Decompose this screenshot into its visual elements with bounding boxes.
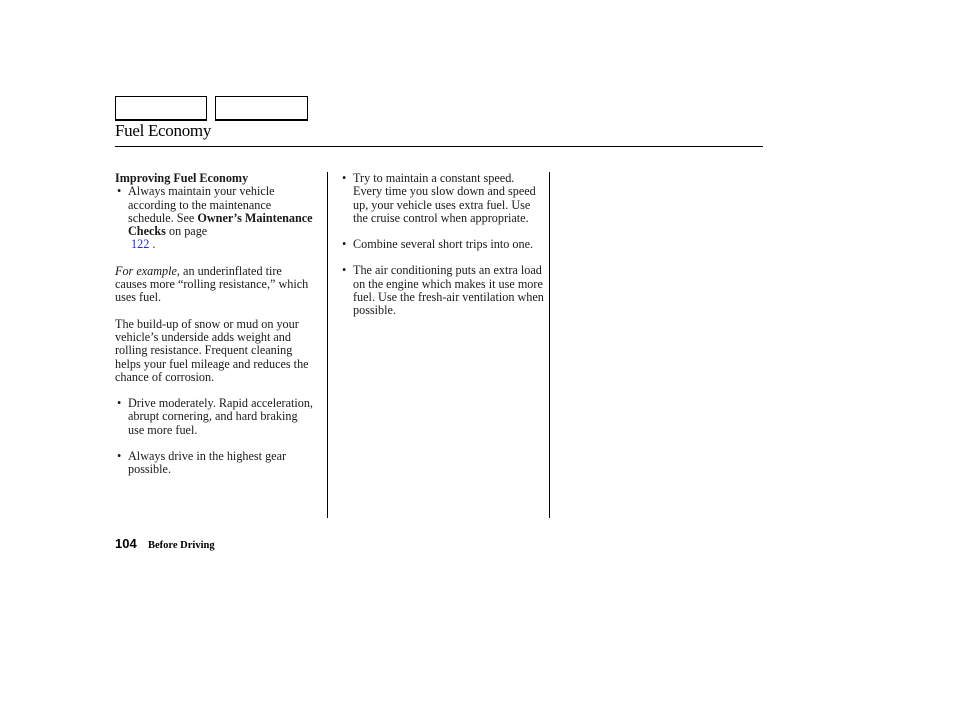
bullet-drive-moderately: [115, 397, 315, 437]
bullet-speed-text: Try to maintain a constant speed. Every time you slow down and speed up, your vehicle uses extra fuel. Use the cruise control when appropriate.: [353, 171, 536, 225]
column-divider: [549, 172, 550, 518]
title-divider: [115, 146, 763, 147]
column-divider: [327, 172, 328, 518]
bullet-maintenance-end: .: [149, 237, 156, 252]
page-number: 104: [115, 536, 137, 551]
buildup-paragraph: The build-up of snow or mud on your vehicle’s underside adds weight and rolling resistance. Frequent cleaning helps your fuel mileage and reduces the chance of corrosion.: [115, 316, 309, 384]
bullet-highest-gear: [115, 450, 315, 477]
bullet-marker: •: [342, 263, 347, 278]
bullet-air-conditioning: [340, 264, 546, 317]
example-text: an underinflated tire causes more “rolling resistance,” which uses fuel.: [115, 263, 309, 305]
bullet-maintenance-text-after: on page: [165, 224, 208, 239]
bullet-marker: •: [117, 184, 122, 199]
bullet-constant-speed: [340, 172, 546, 225]
bullet-marker: •: [342, 171, 347, 185]
column-left: [115, 172, 315, 477]
bullet-short-trips: [340, 238, 546, 251]
section-heading: Improving Fuel Economy: [115, 171, 249, 185]
owners-maintenance-checks-ref: Owner’s Maintenance Checks: [128, 210, 313, 239]
nav-back-button[interactable]: [115, 96, 207, 121]
example-paragraph: [115, 265, 315, 305]
nav-main-menu-button[interactable]: [215, 96, 308, 121]
page-title: Fuel Economy: [115, 121, 212, 140]
bullet-marker: •: [117, 449, 122, 464]
bullet-drive-text: Drive moderately. Rapid acceleration, abrupt cornering, and hard braking use more fuel.: [128, 396, 313, 437]
example-italic: For example,: [115, 263, 180, 278]
bullet-gear-text: Always drive in the highest gear possible.: [128, 449, 287, 477]
bullet-marker: •: [342, 237, 347, 252]
section-name: Before Driving: [148, 540, 215, 551]
bullet-marker: •: [117, 396, 122, 411]
column-middle: [340, 172, 546, 318]
bullet-ac-text: The air conditioning puts an extra load on the engine which makes it use more fuel. Use the fresh-air ventilation when possible.: [353, 263, 544, 318]
page-122-link[interactable]: 122: [131, 237, 150, 252]
bullet-maintenance: [115, 185, 315, 251]
bullet-trips-text: Combine several short trips into one.: [353, 237, 534, 252]
bullet-maintenance-text: Always maintain your vehicle according to the maintenance schedule. See: [128, 184, 275, 225]
